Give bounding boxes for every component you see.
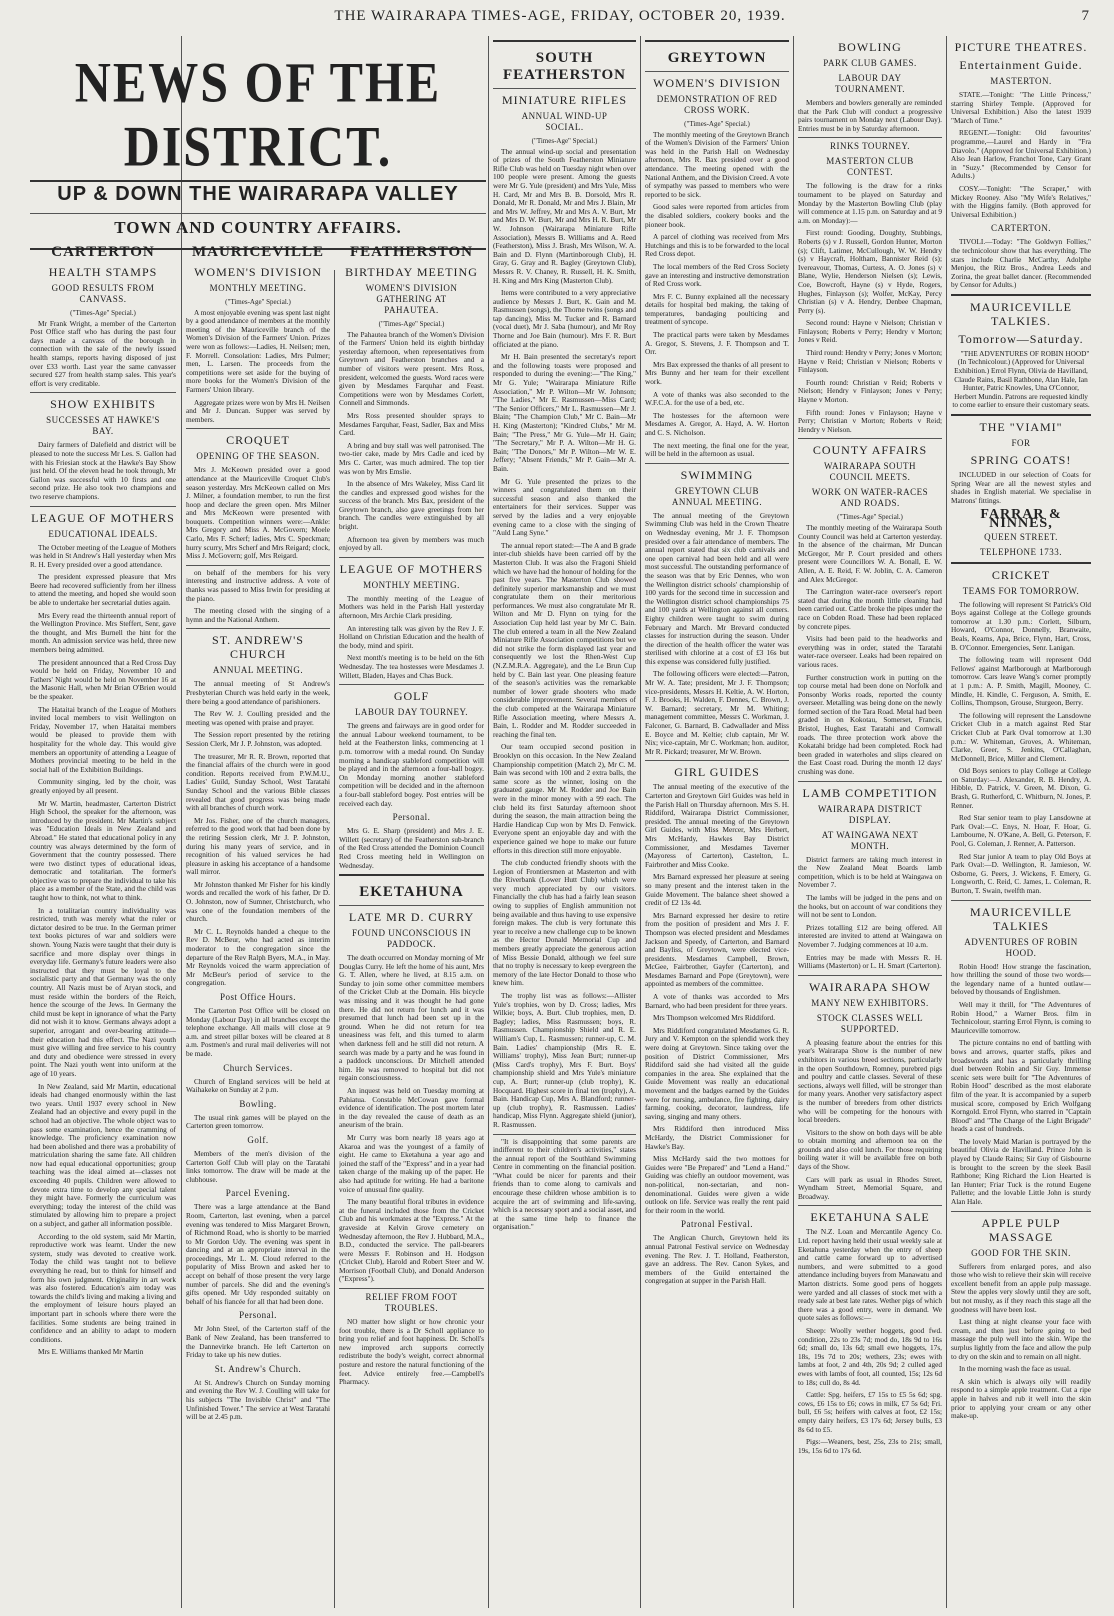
article-heading: EKETAHUNA SALE xyxy=(810,1210,930,1225)
paragraph: At St. Andrew's Church on Sunday morning and evening the Rev W. J. Coulling will take for his subjects "The Invisible Christ" and "The Unfinished Tower." The service at West Taratahi will be at 2.45 p.m. xyxy=(186,1377,330,1422)
article-heading: ST. ANDREW'S CHURCH xyxy=(212,633,304,662)
page-title: NEWS OF THE DISTRICT. xyxy=(74,49,442,179)
paragraph: Mrs E. Williams thanked Mr Martin xyxy=(38,1347,144,1357)
paragraph: The following will represent the Lansdowne Cricket Club in a match against Red Star Cricket Club at Park Oval tomorrow at 1.30 p.m.: W. Whiteman, Groves, A. Whiteman, Clarke, Greer, S. Jenkins, O'Callaghan, McDonnell, Brice, Miller and Clement. xyxy=(951,710,1091,763)
paragraph: The annual wind-up social and presentation of prizes of the South Featherston Miniature Rifle Club was held on Tuesday night when over 100 people were present. Among the guests were Mr G. Yule (president) and Mrs Yule, Miss H. Card, Mr and Mrs B. B. Dorsold, Mrs R. Donald, Mr R. Donald, Mr and Mrs J. Blain, Mr and Mrs W. Jeffrey, Mr and Mrs A. V. Burt, Mr and Mrs D. W. Burt, Mr and Mrs H. R. Burt, Mr W. Johnson (Wairarapa Miniature Rifle Association), Messrs B. Williams and A. Reed (Featherston), Miss J. Brash, Mrs Wilson, W. A. Bain and D. Flynn (Martinborough Club), H. Gray, G. Gray and R. Bagley (Greytown Club), Messrs R. V. Chaney, R. Russell, H. K. Smith, H. King and Mrs King (Masterton Club). xyxy=(493,146,636,285)
article-subheading: MONTHLY MEETING. xyxy=(209,283,307,293)
paragraph: Church of England services will be held at Waihakeke on Sunday at 2 p.m. xyxy=(186,1076,330,1095)
article-heading: SWIMMING xyxy=(680,467,754,482)
article-heading: WAIRARAPA SHOW xyxy=(809,979,931,994)
paragraph: The picture contains no end of battling with bows and arrows, quarter staffs, pikes and broadswords and has a particularly thrilling duel between Robin and Sir Guy. Immense scenic sets were built for "The Adventures of Robin Hood" described as the most elaborate film of the year. It is accompanied by a superb musical score, composed by Erich Wolfgang Korngold. Errol Flynn, who starred in "Captain Blood" and "The Charge of the Light Brigade" heads a cast of hundreds. xyxy=(951,1038,1091,1134)
column-rule xyxy=(946,36,947,1608)
paragraph: The trophy list was as follows:—Allister Yule's trophies, won by D. Cross; ladies, Mrs Wilkie; boys, A. Burt. Club trophies, men, D. Bagley; ladies, Miss Rasmussen; boys, R. Rasmussen. Championship Shield and R. E. William's Cup, L. Rasmussen; runner-up, C. M. Bain. Ladies' championship (Mrs R. E. Williams' trophy), Miss Jean Burt; runner-up (Miss Card's trophy), Mrs F. Burt. Boys' championship shield and Mrs Yule's miniature cup, A. Burt; runner-up (club trophy), K. Hocquard. Highest score in final ten (trophy), A. Bain. Handicap Cup, Mrs A. Blandford; runner-up (club trophy), R. Rasmussen. Ladies' handicap, Miss Flynn. Aggregate shield (junior), R. Rasmussen. xyxy=(493,991,636,1129)
paragraph: Last thing at night cleanse your face with cream, and then just before going to bed massage the pulp well into the skin. Wipe the surplus lightly from the face and allow the pulp to dry on the skin and to remain on all night. xyxy=(951,1317,1091,1361)
column-rule xyxy=(334,270,335,1608)
paragraph: Miss McHardy said the two mottoes for Guides were "Be Prepared" and "Lend a Hand." Guiding was chiefly an outdoor movement, was non-political, non-sectarian, and non-denominational. Guides were given a wide outlook on life. Service was really the rent paid for their room in the world. xyxy=(645,1154,789,1215)
article-heading: LAMB COMPETITION xyxy=(802,785,938,800)
paragraph: Pigs:—Weaners, best, 25s, 23s to 21s; small, 19s, 15s 6d to 17s 6d. xyxy=(798,1437,942,1455)
special-note: ("Times-Age" Special.) xyxy=(837,513,903,522)
paragraph: Next month's meeting is to be held on the 6th Wednesday. The tea hostesses were Mesdames J. Willett, Bladen, Hayes and Chas Buck. xyxy=(339,653,484,680)
paragraph: The following will represent St Patrick's Old Boys against College at the College grounds tomorrow at 1.30 p.m.: Corlett, Silburn, Howard, O'Connor, Donnelly, Branwaite, Beals, Kearns, Apa, Brice, Flynn, Hart, Cross, B. O'Connor. Emergencies, Senr. Lanigan. xyxy=(951,599,1091,652)
article-heading: MAURICEVILLE TALKIES xyxy=(970,904,1072,933)
advertiser-name: FARRAR & NINNES, xyxy=(980,507,1062,531)
paragraph: Fourth round: Christian v Reid; Roberts v Nielson; Hendry v Finlayson; Jones v Perry; Hayne v Morton. xyxy=(798,377,942,405)
column-bowling-county xyxy=(798,36,942,1608)
paragraph: Entries may be made with Messrs R. H. Williams (Masterton) or L. H. Smart (Carterton). xyxy=(798,952,942,971)
advertiser-street: QUEEN STREET. xyxy=(984,531,1058,542)
column-greytown xyxy=(645,36,789,1608)
article-subheading: GOOD RESULTS FROM CANVASS. xyxy=(51,283,155,304)
paragraph: The lambs will be judged in the pens and on the hooks, but on account of war conditions they will not be sent to London. xyxy=(798,893,942,920)
article-subheading: GOOD FOR THE SKIN. xyxy=(971,1247,1071,1258)
special-note: ("Times-Age" Special.) xyxy=(531,137,598,145)
paragraph: The Session report presented by the retiring Session Clerk, Mr J. P. Johnston, was adopted. xyxy=(186,730,330,748)
special-note: ("Times-Age" Special.) xyxy=(225,298,291,306)
paragraph: The next meeting, the final one for the year, will be held in the afternoon as usual. xyxy=(645,440,789,459)
paragraph: Good sales were reported from articles from the disabled soldiers, cookery books and the pioneer book. xyxy=(645,202,789,229)
column-rule xyxy=(181,36,182,1608)
section-heading: CARTERTON xyxy=(51,244,155,260)
article-heading: BIRTHDAY MEETING xyxy=(345,265,478,279)
article-subheading: OPENING OF THE SEASON. xyxy=(196,451,320,462)
article-subheading: STOCK CLASSES WELL SUPPORTED. xyxy=(816,1012,924,1034)
article-subheading: Parcel Evening. xyxy=(225,1188,291,1199)
column-mauriceville xyxy=(186,236,330,1608)
paragraph: Old Boys seniors to play College at College on Saturday:—J. Alexander, R. B. Hendry, A. Hibble, D. Patrick, V. Green, M. Dixon, G. Brash, G. Rutherford, C. Whitburn, N. Jones, P. Renner. xyxy=(951,766,1091,810)
article-subheading: LABOUR DAY TOURNEY. xyxy=(354,707,469,718)
article-subheading: LABOUR DAY TOURNAMENT. xyxy=(835,73,905,94)
article-subheading: MASTERTON CLUB CONTEST. xyxy=(826,156,914,178)
paragraph: The many beautiful floral tributes in evidence at the funeral included those from the Cricket Club and his workmates at the "Express." At the graveside at Kelvin Grove cemetery on Wednesday afternoon, the Rev J. Hubbard, M.A., B.D., conducted the service. The pall-bearers were Messrs F. Robinson and H. Hodgson (Cricket Club), Harold and Robert Steer and W. Morrison (Football Club), and Donald Anderson ("Express"). xyxy=(339,1197,484,1284)
paragraph: Sufferers from enlarged pores, and also those who wish to relieve their skin will receive excellent benefit from an apple pulp massage. Stew the apples very slowly until they are soft, but not mushy, as if they reach this stage all the goodness will have been lost. xyxy=(951,1261,1091,1314)
masthead xyxy=(30,8,1090,28)
column-featherston xyxy=(339,236,484,1608)
paragraph: A most enjoyable evening was spent last night by a good attendance of members at the monthly meeting of the Mauriceville branch of the Women's Division of the Farmers' Union. Prizes were won as follows:—Ladies, H. Neilsen; men, F. Morrell. Consolation: Ladies, Mrs Pulmer; men, L. Larsen. The proceeds from the competitions were set aside for the buying of more books for the Women's Division of the Farmers' Union library. xyxy=(186,307,330,394)
paragraph: Mrs Thompson welcomed Mrs Riddiford. xyxy=(653,1013,776,1023)
paragraph: Mr Frank Wright, a member of the Carterton Post Office staff who has during the past four days made a canvass of the borough in connection with the sale of the newly issued health stamps, reports having disposed of just over £33 worth. Last year the same canvasser secured £27 from health stamp sales. This year's effort is very creditable. xyxy=(30,318,176,388)
article-heading: RELIEF FROM FOOT TROUBLES. xyxy=(365,1292,458,1314)
article-subheading: Personal. xyxy=(239,1310,277,1321)
paragraph: Visitors to the show on both days will be able to obtain morning and afternoon tea on the grounds and also cold lunch. For those requiring boiling water it will be available free on both days of the Show. xyxy=(798,1127,942,1172)
article-subheading: ANNUAL MEETING. xyxy=(212,665,304,676)
listing: COSY.—Tonight: "The Scraper," with Mickey Rooney. Also "My Wife's Relatives," with the Higgins family. (Both approved for Universal Exhibition.) xyxy=(951,183,1091,219)
advert-body: INCLUDED in our selection of Coats for Spring Wear are all the newest styles and shades in English material. We specialise in Matrons' fittings. xyxy=(951,470,1091,505)
paragraph: The annual report stated:—The A and B grade inter-club shields have been carried off by the Masterton Club. It was also the Fragoni Shield which we have had the honour of holding for the past five years. The Masterton Club showed definitely superior marksmanship and we must congratulate them on their meritorious performances. We must also congratulate Mr R. Wilton and Mr D. Flynn on tying for the Association Cup held last year by Mr C. Bain. The club entered a team in all the New Zealand Miniature Rifle Association competitions but we did not strike the form displayed last year and consequently we lost the Rhen-West Cup (N.Z.M.R.A. Aggregate), and the Le Brun Cup held by C. Bain last year. One pleasing feature of the season's activities was the remarkable number of lower grade shooters who made considerable improvement. Several members of the club competed at the Wairarapa Miniature Rifle Association meeting, where Messrs A. Bain, L. Rodder and M. Rodder succeeded in reaching the final ten. xyxy=(493,540,636,739)
article-subheading: ANNUAL WIND-UP SOCIAL. xyxy=(521,111,608,132)
column-carterton xyxy=(30,236,176,1608)
advert-subheading: SPRING COATS! xyxy=(970,453,1072,468)
district-banner xyxy=(30,36,486,266)
paragraph: The president announced that a Red Cross Day would be held on Friday, November 10 and Fathers' Night would be held on November 16 at the Masonic Hall, when Mr Brian O'Brien would be the speaker. xyxy=(30,657,176,701)
paragraph: District farmers are taking much interest in the New Zealand Meat Boards lamb competition, which is to be held at Waingawa on November 7. xyxy=(798,854,942,890)
article-heading: GOLF xyxy=(393,689,430,704)
paragraph: Mrs Every read the thirteenth annual report of the Wellington Province. Mrs Steffert, Senr, gave the thought, and Mrs Burnell the hint for the month. An admission service was held, three new members being admitted. xyxy=(30,610,176,655)
special-note: ("Times-Age" Special.) xyxy=(378,320,445,328)
article-subheading: Post Office Hours. xyxy=(219,992,297,1002)
advert-body: "THE ADVENTURES OF ROBIN HOOD" (In Technicolour.) (Approved for Universal Exhibition.) Errol Flynn, Olivia de Havilland, Claude Rains, Basil Rathbone, Alan Hale, Ian Hunter, Patric Knowles, Una O'Connor, Herbert Mundin. Patrons are requested kindly to come earlier to ensure their customary seats. xyxy=(952,348,1090,410)
paragraph: The Rev W. J. Coulling presided and the meeting was opened with praise and prayer. xyxy=(186,709,330,727)
paragraph: The annual meeting of St Andrew's Presbyterian Church was held early in the week, there being a good attendance of parishioners. xyxy=(186,679,330,706)
section-heading: SOUTH FEATHERSTON xyxy=(503,50,626,83)
paragraph: Cattle: Spg. heifers, £7 15s to £5 5s 6d; spg. cows, £6 15s to £6; cows in milk, £7 5s 6d; Fri. bull, £6 5s; heifers with calves at foot, £2 15s; empty dairy heifers, £3 17s 6d; Jersey bulls, £3 8s 6d to £5. xyxy=(798,1390,942,1434)
paragraph: NO matter how slight or how chronic your foot trouble, there is a Dr Scholl appliance to bring you relief and foot happiness. Dr. Scholl's new improved arch supports correctly redistribute the body's weight, correct abnormal posture and restore the natural functioning of the feet. Advice entirely free.—Campbell's Pharmacy. xyxy=(339,1317,484,1387)
article-heading: HEALTH STAMPS xyxy=(48,265,158,279)
section-heading: EKETAHUNA xyxy=(359,884,464,901)
paragraph: Fifth round: Jones v Finlayson; Hayne v Perry; Christian v Morton; Roberts v Reid; Hendry v Nielson. xyxy=(798,407,942,434)
section-heading: MAURICEVILLE xyxy=(191,244,324,260)
paragraph: A bring and buy stall was well patronised. The two-tier cake, made by Mrs Cadle and iced by Mrs C. Carter, was much admired. The top tier was won by Mrs Emslie. xyxy=(339,440,484,476)
paragraph: Sheep: Woolly wether hoggets, good fwd. condition, 22s to 23s 7d; mod do, 18s 9d to 16s 6d; small do, 13s 6d; small ewe hoggets, 17s, 18s, 19s 7d to 20s; wethers, 23s; ewes with lambs at foot, 2 and 4th, 20s 9d; 2 culled aged ewes with lambs of foot, all counted, 15s; 12s 6d to 18s; cull do, 8s 4d. xyxy=(798,1325,942,1387)
paragraph: Afternoon tea given by members was much enjoyed by all. xyxy=(339,534,484,553)
article-heading: LEAGUE OF MOTHERS xyxy=(31,510,175,525)
paragraph: A pleasing feature about the entries for this year's Wairarapa Show is the number of new exhibitors in various breed sections, particularly in the open Southdown, Romney, purebred pigs and poultry and cattle classes. Several of these sections, always well filled, will be stronger than for many years. Another very satisfactory aspect is the number of breeders from other districts who will be competing for the honours with local breeders. xyxy=(798,1037,942,1125)
paragraph: The October meeting of the League of Mothers was held in St Andrew's Hall yesterday when Mrs R. H. Every presided over a good attendance. xyxy=(30,542,176,569)
article-heading: BOWLING xyxy=(838,40,902,54)
advert-subheading: Tomorrow—Saturday. xyxy=(958,331,1084,346)
advert-heading: THE "VIAMI" xyxy=(979,420,1063,435)
paragraph: The lovely Maid Marian is portrayed by the beautiful Olivia de Havilland. Prince John is played by Claude Rains; Sir Guy of Gisbourne is brought to the screen by the sleek Basil Rathbone; King Richard the Lion Hearted is Ian Hunter; Friar Tuck is the rotund Eugene Pallette; and the lovable Little John is sturdy Alan Hale. xyxy=(951,1136,1091,1207)
article-subheading: DEMONSTRATION OF RED CROSS WORK. xyxy=(656,94,778,115)
special-note: ("Times-Age" Special.) xyxy=(684,120,750,128)
paragraph: In New Zealand, said Mr Martin, educational ideals had changed enormously within the last two years. Until 1937 every school in New Zealand had an objective and every pupil in the school had an objective. The whole object was to pass some examination, hence the cramming of knowledge. The proficiency examination now had been abolished and there was a probability of matriculation sharing the same fate. All children now had equal educational opportunities; group teaching was the ideal aimed at—classes not exceeding 40 pupils. Children were allowed to devote extra time to develop any special talent they might have. Formerly the curriculum was everything; today the interest of the child was stimulated by allowing him to prepare a project on a subject, and gather all information possible. xyxy=(30,1081,176,1229)
paragraph: Mrs Riddiford then introduced Miss McHardy, the District Commissioner for Hawke's Bay. xyxy=(645,1124,789,1151)
paragraph: The Carterton Post Office will be closed on Monday (Labour Day) in all branches except the telephone exchange. All mails will close at 9 a.m. and street pillar boxes will be cleared at 8 a.m. Postmen's and rural mail deliveries will not be made. xyxy=(186,1006,330,1058)
page-subtitle-2: TOWN AND COUNTRY AFFAIRS. xyxy=(114,217,402,237)
page-subtitle: UP & DOWN THE WAIRARAPA VALLEY xyxy=(57,183,459,205)
article-subheading: TEAMS FOR TOMORROW. xyxy=(962,585,1080,596)
paragraph: The Hataitai branch of the League of Mothers invited local members to visit Wellington on Friday, November 17, when Hataitai members would be pleased to provide them with hospitality for the whole day. This would give members an opportunity of attending a League of Mothers provincial meeting to be held in the social hall of the Exhibition Buildings. xyxy=(30,704,176,774)
article-subheading: Patronal Festival. xyxy=(681,1219,753,1230)
section-heading: GREYTOWN xyxy=(667,50,767,66)
paragraph: The hostesses for the afternoon were Mesdames A. Gregor, A. Hayd, A. W. Horton and C. S. Nicholson. xyxy=(645,410,789,437)
town-heading: CARTERTON. xyxy=(990,223,1051,234)
article-subheading: WAIRARAPA DISTRICT DISPLAY. xyxy=(818,803,922,825)
paragraph: Visits had been paid to the headworks and everything was in order, stated the Taratahi water-race overseer. Leaks had been repaired on various races. xyxy=(798,634,942,669)
article-subheading: Bowling. xyxy=(239,1098,277,1109)
paragraph: A vote of thanks was also seconded to the W.F.C.A. for the use of a bed, etc. xyxy=(645,389,789,408)
article-subheading: EDUCATIONAL IDEALS. xyxy=(48,528,158,539)
listing: TIVOLI.—Today: "The Goldwyn Follies," the technicolour show that has everything. The stars include Charlie McCarthy, Adolphe Menjou, the Ritz Bros., Andrea Leeds and Zorina, the great ballet dancer. (Recommended by Censor for Adults.) xyxy=(951,237,1091,290)
paragraph: The treasurer, Mr R. R. Brown, reported that the financial affairs of the church were in good condition. Reports received from P.W.M.U., Ladies' Guild, Sunday School, West Taratahi Sunday School and the various Bible classes revealed that good progress was being made with all branches of church work. xyxy=(186,751,330,813)
article-heading: PICTURE THEATRES. xyxy=(954,40,1088,54)
paragraph: The following team will represent Odd Fellows' against Marlborough at Marlborough tomorrow. Cars leave Wang's corner promptly at 1 p.m.: A. P. Smith, Magill, Mooney, C. Mindle, H. Kindle, C. Ferguson, A. Smith, E. Collins, Thompson, Grouse, Sturgeon, Berry. xyxy=(951,655,1091,708)
article-subheading: Church Services. xyxy=(223,1062,293,1073)
listing: REGENT.—Tonight: Old favourites' programme,—Laurel and Hardy in "Fra Diavolo." (Approved for Universal Exhibition.) Also Jean Harlow, Franchot Tone, Cary Grant in "Suzy." (Recommended by Censor for Adults.) xyxy=(951,128,1091,181)
article-heading: RINKS TOURNEY. xyxy=(829,141,910,152)
paragraph: Third round: Hendry v Perry; Jones v Morton; Hayne v Reid; Christian v Nielson; Roberts v Finlayson. xyxy=(798,348,942,375)
paragraph: The local members of the Red Cross Society gave an interesting and instructive demonstration of Red Cross work. xyxy=(645,261,789,289)
paragraph: The Pahautea branch of the Women's Division of the Farmers' Union held its eighth birthday yesterday afternoon, when representatives from Greytown and Featherston branches and a number of visitors were present. Mrs Ross, president, welcomed the guests. Word races were given by Mesdames Farquhar and Feast. Competitions were won by Mesdames Corlett, Connell and Simmonds. xyxy=(339,329,484,408)
article-subheading: SUCCESSES AT HAWKE'S BAY. xyxy=(46,415,160,437)
article-heading: LEAGUE OF MOTHERS xyxy=(339,561,484,576)
paragraph: Mrs Ross presented shoulder sprays to Mesdames Farquhar, Feast, Sadler, Bax and Miss Card. xyxy=(339,410,484,438)
advert-connector: FOR xyxy=(1011,438,1031,449)
paragraph: Mrs F. C. Bunny explained all the necessary details for hospital bed making, the taking of temperatures, bandaging poulticing and treatment of syncope. xyxy=(645,291,789,327)
paragraph: Mr C. L. Reynolds handed a cheque to the Rev D. McBeur, who had acted as interim moderator to the congregation since the departure of the Rev Ralph Byers, M.A., in May. Mr Reynolds voiced the warm appreciation of Mr McBeur's period of service to the congregation. xyxy=(186,926,330,988)
paragraph: The annual meeting of the executive of the Carterton and Greytown Girl Guides was held in the Parish Hall on Thursday afternoon. Mrs S. H. Riddiford, Wairarapa District Commissioner, presided. The annual meeting of the Greytown Girl Guides, with Miss Mercer, Mrs Herbert, Mrs McHardy, Hawkes Bay District Commissioner, and Mesdames Taverner (Mayoress of Carterton), Castelton, L. Fairbrother and Miss Cooke. xyxy=(645,782,789,869)
paragraph: First round: Gooding, Doughty, Stubbings, Roberts (s) v J. Russell, Gordon Hunter, Morton (s); Clift, Latimer, McCullough, W. W. Hendry (s) v Haycraft, Holtham, Bannister Reid (s); Ivereavour, Thomas, Curtess, A. O. Jones (s) v Blane, Wylie, Henderson Nielsen (s); Lewis, Coe, Bowcroft, Hayne (s) v Hyde, Rogers, Hughes, Finlayson (s); Wolfer, McKay, Percy Christian (s) v A. Hendry, Denbee Chapman, Perry (s). xyxy=(798,228,942,315)
column-rule xyxy=(488,36,489,1608)
article-subheading: GREYTOWN CLUB ANNUAL MEETING. xyxy=(671,485,763,507)
article-subheading: Personal. xyxy=(392,812,431,823)
paragraph: According to the old system, said Mr Martin, reproductive work was learnt. Under the new system, study was devoted to creative work. Today the child was taught not to believe everything he read, but to think for himself and form his own judgment. Originality in art work was also fostered. Education's aim today was towards the child's living and making a living and the employment of leisure hours played an important part in schools where there were the facilities. Some students are being trained in confidence and an ability to adapt to modern conditions. xyxy=(30,1231,176,1344)
article-subheading: FOUND UNCONSCIOUS IN PADDOCK. xyxy=(351,928,471,950)
paragraph: The Anglican Church, Greytown held its annual Patronal Festival service on Wednesday evening. The Rev. J. T. Holland, Featherston, gave an address. The Rev. Canon Sykes, and members of the Guild entertained the congregation at supper in the Parish Hall. xyxy=(645,1233,789,1286)
listing: STATE.—Tonight: "The Little Princess," starring Shirley Temple. (Approved for Universal Exhibition.) Also the latest 1939 "March of Time." xyxy=(951,90,1091,125)
paragraph: Mrs Barnard expressed her pleasure at seeing so many present and the interest taken in the Guide Movement. The balance sheet showed a credit of £2 13s 4d. xyxy=(645,872,789,908)
paragraph: Red Star junior A team to play Old Boys at Park Oval:—D. Wellington, R. Jamieson, W. Osborne, G. Peers, J. Wickens, F. Emery, G. Longworth, C. Reid, C. James, L. Coleman, R. Burton, T. Swain, twelfth man. xyxy=(951,851,1091,895)
paragraph: Mrs G. E. Sharp (president) and Mrs J. E. Willett (secretary) of the Featherston sub-branch of the Red Cross attended the Dominion Council Red Cross meeting held in Wellington on Wednesday. xyxy=(339,826,484,870)
column-south-featherston xyxy=(493,36,636,1608)
article-heading: WOMEN'S DIVISION xyxy=(653,76,781,90)
paragraph: There was a large attendance at the Band Room, Carterton, last evening, when a parcel evening was tendered to Miss Margaret Brown, of Richmond Road, who is shortly to be married to Mr Gordon Udy. The evening was spent in dancing and at an appropriate interval in the proceedings, Mr L. M. Cloud referred to the popularity of Miss Brown and asked her to accept on behalf of those present the very large number of parcels. She did and the evening's gifts opened. Mr Udy responded suitably on behalf of his fiancée for all that had been done. xyxy=(186,1202,330,1306)
masthead-title: THE WAIRARAPA TIMES-AGE, FRIDAY, OCTOBER 20, 1939. xyxy=(334,8,786,24)
paragraph: Community singing, led by the choir, was greatly enjoyed by all present. xyxy=(30,777,176,795)
paragraph: The usual rink games will be played on the Carterton green tomorrow. xyxy=(186,1112,330,1131)
paragraph: Members of the men's division of the Carterton Golf Club will play on the Taratahi links tomorrow. The draw will be made at the clubhouse. xyxy=(186,1148,330,1184)
paragraph: Mr John Steel, of the Carterton staff of the Bank of New Zealand, has been transferred to the Dannevirke branch. He left Carterton on Friday to take up his new duties. xyxy=(186,1324,330,1360)
paragraph: "It is disappointing that some parents are indifferent to their children's activities," states the annual report of the Southland Swimming Centre in commenting on the financial position. "What could be nicer for parents and their friends than to come along to carnivals and encourage these children whose ambition is to acquire the art of swimming and life-saving, which is a necessary sport and a social asset, and at the same time help to finance the organisation." xyxy=(493,1136,636,1232)
article-subheading: WOMEN'S DIVISION GATHERING AT PAHAUTEA. xyxy=(365,283,458,315)
paragraph: Mr G. Yule presented the prizes to the winners and congratulated them on their successful season and also thanked the entertainers for their services. Supper was served by the ladies and a very enjoyable evening came to a close with the singing of "Auld Lang Syne." xyxy=(493,476,636,538)
paragraph: Mrs Barnard expressed her desire to retire from the position of president and Mrs J. F. Thompson was elected president and Mesdames Jackson and Speedy, of Carterton, and Barnard and Bayliss, of Greytown, were elected vice-presidents. Mesdames Campbell, Brown, McGee, Fairbrother, Gayfer (Carterton), and Mesdames Barnard and Pope (Greytown), were appointed as members of the committee. xyxy=(645,910,789,989)
article-heading: WOMEN'S DIVISION xyxy=(194,265,322,279)
article-subheading: St. Andrew's Church. xyxy=(214,1363,302,1374)
paragraph: Red Star senior team to play Lansdowne at Park Oval:—C. Enys, N. Hoar, F. Hoar, G. Lambourne, N. O'Kane, A. Bell, G. Peterson, F. Pool, G. Coleman, J. Renner, A. Patterson. xyxy=(951,813,1091,849)
paragraph: The monthly meeting of the Wairarapa South County Council was held at Carterton yesterday. In the absence of the chairman, Mr Duncan McGregor, Mr P. Court presided and others present were Councillors W. A. Bonall, E. W. Allen, A. E. Reid, F. W. Joblin, C. A. Cameron and Alex McGregor. xyxy=(798,523,942,584)
paragraph: Mrs Riddiford congratulated Mesdames G. R. Jury and V. Kempton on the splendid work they were doing at Greytown. Since taking over the position of District Commissioner, Mrs Riddiford said she had visited all the guide companies in the area. She explained that the Guide Movement was really an educational movement and the badges earned by the Guides were for nursing, ambulance, fire fighting, dairy farming, cooking, decorator, laundress, life saving, singing and many others. xyxy=(645,1025,789,1121)
column-entertainment xyxy=(951,36,1091,1608)
paragraph: Cars will park as usual in Rhodes Street, Wyndham Street, Memorial Square, and Broadway. xyxy=(798,1174,942,1201)
article-subheading: WAIRARAPA SOUTH COUNCIL MEETS. xyxy=(824,461,916,483)
article-subheading: MANY NEW EXHIBITORS. xyxy=(811,997,929,1008)
paragraph: Mrs J. McKeown presided over a good attendance at the Mauriceville Croquet Club's season yesterday. Mrs McKeown called on Mrs J. Milner, a foundation member, to run the first hoop and declare the green open. Mrs Milner and Mrs McKeown were presented with bouquets. Competition winners were:—Ankle: Mrs Gregory and Miss A. McGovern; Moele Carlo, Mrs F. Scherf; ladies, Mrs C. Speckman; hurry scurry, Mrs Scherf and Mrs Reigard; clock, Miss J. McGovern; golf, Mrs Reigard. xyxy=(186,465,330,561)
paragraph: Mr Jos. Fisher, one of the church managers, referred to the good work that had been done by the retiring Session clerk, Mr J. P. Johnston, during his many years of service, and in recognition of his valued services he had pleasure in asking his acceptance of a handsome wall mirror. xyxy=(186,815,330,877)
column-rule xyxy=(640,36,641,1608)
paragraph: The following officers were elected:—Patron, Mr W. A. Tate; president, Mr J. F. Thompson; vice-presidents, Messrs H. Keltie, A. W. Horton, F. J. Brooks, H. Walden, F. Dennes, C. Brown, J. W. Barnard; secretary, Mr M. Whiting; management committee, Messrs C. Workman, J. Falconer, G. Barnard, B. Cadwallader and Miss E. Boyce and M. Keltie; club captain, Mr W. Nix; vice-captain, Mr C. Workman; hon. auditor, Mr R. Pickard; treasurer, Mr W. Brown. xyxy=(645,669,789,756)
paragraph: A skin which is always oily will readily respond to a simple apple treatment. Cut a ripe apple in halves and rub it well into the skin prior to applying your cream or any other make-up. xyxy=(951,1376,1091,1421)
article-heading: GIRL GUIDES xyxy=(674,765,760,780)
paragraph: The Carrington water-race overseer's report stated that during the month little cleaning had been carried out. Cattle broke the pipes under the race on Cobden Road. These had been replaced by concrete pipes. xyxy=(798,587,942,631)
paragraph: The death occurred on Monday morning of Mr Douglas Curry. He left the home of his aunt, Mrs G. T. Allen, where he lived, at 8.15 a.m. on Sunday to join some other committee members of the Cricket Club at the Domain. His bicycle was missing and it was thought he had gone there. He did not return for lunch and it was presumed that lunch had been set up in the ground. When he did not return for tea uneasiness was felt, and this turned to alarm when darkness fell and he still did not return. A search was made by a party and he was found in a paddock unconscious. Dr Mitchell attended him. He was removed to hospital but did not regain consciousness. xyxy=(339,953,484,1083)
article-subheading: WORK ON WATER-RACES AND ROADS. xyxy=(811,487,929,509)
article-subheading: ADVENTURES OF ROBIN HOOD. xyxy=(964,936,1078,958)
paragraph: A parcel of clothing was received from Mrs Hutchings and this is to be forwarded to the local Red Cross depot. xyxy=(645,232,789,259)
paragraph: on behalf of the members for his very interesting and instructive address. A vote of thanks was passed to Miss Irwin for presiding at the piano. xyxy=(186,567,330,603)
paragraph: Second round: Hayne v Nielson; Christian v Finlayson; Roberts v Perry; Hendry v Morton; Jones v Reid. xyxy=(798,318,942,345)
paragraph: The annual meeting of the Greytown Swimming Club was held in the Crown Theatre on Wednesday evening, Mr J. F. Thompson presided over a fair attendance of members. The annual report stated that six club carnivals and one open carnival had been held and all were most successful. The outstanding performance of the season was that by Eric Dennes, who won the Wellington district schools' championship of 100 yards for the second time in succession and the Wellington district school championships 75 and 100 yards at Wellington against all comers. Eighty children were taught to swim during February and March. Mr Brevard conducted classes for instruction during the season. Under the direction of the health officer the water was sterilised with chlorine at a cost of £3 16s but this expense was considered fully justified. xyxy=(645,510,789,666)
paragraph: A vote of thanks was accorded to Mrs Barnard, who had been president for three years. xyxy=(645,992,789,1010)
paragraph: The N.Z. Loan and Mercantile Agency Co. Ltd. report having held their usual weekly sale at Eketahuna yesterday when the entry of sheep and cattle came forward up to advertised numbers, and were submitted to a good attendance including buyers from Manawatu and Marton districts. Some good pens of hoggets were yarded and all classes of stock met with a ready sale at best late rates. Wether pigs of which there was a good entry, were in demand. We quote sales as follows:— xyxy=(798,1227,942,1323)
paragraph: Mr Curry was born nearly 18 years ago at Akaroa and was the youngest of a family of eight. He came to Eketahuna a year ago and joined the staff of the "Express" and in a year had taken charge of the making up of the paper. He also had aptitude for writing. He had a baritone voice of unusual fine quality. xyxy=(339,1132,484,1194)
paragraph: Mr Johnston thanked Mr Fisher for his kindly words and recalled the work of his father, Dr D. O. Johnston, now of Sumner, Christchurch, who was one of the foundation members of the church. xyxy=(186,879,330,924)
article-subheading: MONTHLY MEETING. xyxy=(363,579,460,590)
paragraph: The monthly meeting of the Greytown Branch of the Women's Division of the Farmers' Union was held in the Parish Hall on Wednesday afternoon, Mrs R. Bax presided over a good attendance. The meeting opened with the National Anthem, and the Division Creed. A vote of sympathy was passed to members who were reported to be sick. xyxy=(645,129,789,199)
paragraph: Dairy farmers of Dalefield and district will be pleased to note the success Mr Les. S. Gallon had with his Friesian stock at the Hawke's Bay Show just held. Of the eleven head he took through, Mr Gallon was successful with 10 firsts and one second prize. He also took two champions and two reserve champions. xyxy=(30,440,176,501)
article-subheading: AT WAINGAWA NEXT MONTH. xyxy=(821,829,919,851)
paragraph: In a totalitarian country individuality was restricted, truth was merely what the ruler or dictator desired to be true. In the German primer text books pictures of war and soldiers were shown. Young Nazis were taught that their duty is sacrifice and more display over things in everyday life. Germany's future leaders were also instructed that they must be loyal to the socialistic party and that Germany was the only country. All Nazis must be of Aryan stock, and must reside within the borders of the Reich, hence the scourge of the Jews. In Germany the child must be kept in ignorance of what the Party did not wish it to know. Germans always adopt a superior, arrogant and over-bearing attitude—their education had this effect. The Nazi youth must give willing and free service to his country and duty and obedience were stressed in every point. The Nazi youth went into uniform at the age of 10 years. xyxy=(30,905,176,1078)
paragraph: The meeting closed with the singing of a hymn and the National Anthem. xyxy=(186,606,330,624)
article-heading: APPLE PULP MASSAGE xyxy=(981,1215,1061,1244)
paragraph: Items were contributed to a very appreciative audience by Messrs J. Burt, K. Gain and M. Rasmussen (songs), the Thorne twins (songs and tap dancing), Miss M. Tucker and R. Barnard (vocal duet), Mr J. Saba (humour), and Mr Roy Thorne and Joe Bain (humour). Mrs F. R. Burt officiated at the piano. xyxy=(493,288,636,349)
article-heading: LATE MR D. CURRY xyxy=(348,910,475,925)
article-subheading: Entertainment Guide. xyxy=(959,58,1083,72)
page-number: 7 xyxy=(1081,8,1090,24)
paragraph: The greens and fairways are in good order for the annual Labour weekend tournament, to be held at the Featherston links, commencing at 1 p.m. tomorrow with a medal round. On Sunday morning a handicap stableford competition will be played and in the afternoon a four-ball bogey. On Monday morning another stableford competition will be decided and in the afternoon a four-ball stableford bogey. Post entries will be received each day. xyxy=(339,721,484,808)
paragraph: Mr H. Bain presented the secretary's report and the following toasts were proposed and responded to during the evening:—"The King," Mr G. Yule; "Wairarapa Miniature Rifle Association," Mr P. Wilton—Mr W. Johnson; "The Ladies," Mr E. Rasmussen—Miss Card; "The Senior Officers," Mr L. Rasmussen—Mr J. Blain; "The Champion Club," Mr C. Bain—Mr H. King (Masterton); "Kindred Clubs," Mr M. Bain; "The Press," Mr G. Yule—Mr H. Gain; "The Secretary," Mr P. A. Wilton—Mr H. G. Bain; "The Donors," Mr P. Wilton—Mr W. E. Jeffery; "Absent Friends," Mr P. Gain—Mr A. Bain. xyxy=(493,352,636,473)
town-heading: MASTERTON. xyxy=(990,76,1052,86)
section-heading: FEATHERSTON xyxy=(350,244,473,260)
article-heading: CRICKET xyxy=(991,567,1051,582)
article-subheading: PARK CLUB GAMES. xyxy=(823,58,917,68)
paragraph: In the absence of Mrs Wakeley, Miss Card lit the candles and expressed good wishes for the success of the branch. Mrs Bax, president of the Greytown branch, also gave greetings from her branch. The candles were extinguished by all bright. xyxy=(339,479,484,532)
paragraph: In the morning wash the face as usual. xyxy=(959,1364,1071,1374)
paragraph: Prizes totalling £12 are being offered. All interested are invited to attend at Waingawa on November 7. Judging commences at 10 a.m. xyxy=(798,922,942,949)
paragraph: Members and bowlers generally are reminded that the Park Club will conduct a progressive pairs tournament on Monday next (Labour Day). Entries must be in by Saturday afternoon. xyxy=(798,98,942,133)
article-heading: SHOW EXHIBITS xyxy=(50,397,156,412)
paragraph: An interesting talk was given by the Rev J. F. Holland on Christian Education and the health of the body, mind and spirit. xyxy=(339,623,484,650)
advert-heading: MAURICEVILLE TALKIES. xyxy=(970,299,1072,328)
special-note: ("Times-Age" Special.) xyxy=(70,309,136,317)
paragraph: The following is the draw for a rinks tournament to be played on Saturday and Monday by the Masterton Bowling Club (play will commence at 1.15 p.m. on Saturday and at 9 a.m. on Monday):— xyxy=(798,181,942,225)
paragraph: The president expressed pleasure that Mrs Beere had recovered sufficiently from her illness to attend the meeting, and hoped she would soon be able to undertake her secretarial duties again. xyxy=(30,572,176,608)
paragraph: Aggregate prizes were won by Mrs H. Neilsen and Mr J. Duncan. Supper was served by members. xyxy=(186,397,330,424)
paragraph: The practical parts were taken by Mesdames A. Gregor, S. Stevens, J. F. Thompson and T. Orr. xyxy=(645,330,789,357)
column-rule xyxy=(793,36,794,1608)
article-heading: CROQUET xyxy=(226,433,290,448)
advertiser-phone: TELEPHONE 1733. xyxy=(980,546,1062,557)
paragraph: Further construction work in putting on the top course metal had been done on Norfolk and Ponsonby Works roads, reported the county overseer. Metalling was being done on the newly formed section of the Tara Road. Metal had been graded in on Kokotau, Somerset, Francis, Bristol, Hughes, East Taratahi and Cornwall roads. The three protection work above the Kokatahi bridge had been completed. Rock had been graded in waterholes and slips cleared on the East Coast road. During the month 12 days' crushing was done. xyxy=(798,672,942,777)
paragraph: Mr W. Martin, headmaster, Carterton District High School, the speaker for the afternoon, was introduced by the president. Mr Martin's subject was "Education Ideals in New Zealand and Abroad." He stated that educational policy in any country was always determined by the form of Government that the country possessed. There were two distinct types of educational ideas, democratic and totalitarian. The former's objective was to prepare the individual to take his place as a member of the State, and the child was taught how to think, not what to think. xyxy=(30,798,176,903)
article-heading: MINIATURE RIFLES xyxy=(501,93,627,107)
paragraph: Robin Hood! How strange the fascination, how thrilling the sound of those two words—the legendary name of a hunted outlaw—beloved by thousands of Englishmen. xyxy=(951,961,1091,997)
article-subheading: Golf. xyxy=(247,1134,269,1145)
paragraph: Mrs Bax expressed the thanks of all present to Mrs Bunny and her team for their excellent work. xyxy=(645,359,789,387)
paragraph: Well may it thrill, for "The Adventures of Robin Hood," a Warner Bros. film in Technicolour, starring Errol Flynn, is coming to Mauriceville tomorrow. xyxy=(951,999,1091,1035)
paragraph: An inquest was held on Tuesday morning at Pahiatua. Constable McCowan gave formal evidence of identification. The post mortem later in the day revealed the cause of death as an aneurism of the brain. xyxy=(339,1086,484,1130)
article-heading: COUNTY AFFAIRS xyxy=(812,443,928,458)
paragraph: The club conducted friendly shoots with the Legion of Frontiersmen at Masterton and with the Riverbank (Lower Hutt Club) which were very much appreciated by our visitors. Financially the club has had a fairly lean season owing to supplies of English ammunition not being available and thus having to use expensive foreign makes. The club is very fortunate this year to receive a new challenge cup to be known as the Hector Donald Memorial Cup and members greatly appreciate the generous action of Miss Bessie Donald, although we feel sure that no trophy is necessary to keep evergreen the memory of the late Hector Donald to those who knew him. xyxy=(493,858,636,988)
paragraph: The monthly meeting of the League of Mothers was held in the Parish Hall yesterday afternoon, Mrs Archie Clark presiding. xyxy=(339,593,484,621)
paragraph: Our team occupied second position in Brooklyn on this occasion. In the New Zealand Championship competition (Match 2), Mr C. M. Bain was second with 100 and 2 extra balls, the same score as the winner, losing on the graduated gauge. Mr M. Rodder and Joe Bain were in the minor money with a 99 each. The club held its first Saturday afternoon shoot during the season, the main attraction being the Hardie Handicap Cup won by Mrs D. Fenwick. Everyone spent an enjoyable day and with the experience gained we hope to make our future efforts in this direction still more enjoyable. xyxy=(493,742,636,855)
